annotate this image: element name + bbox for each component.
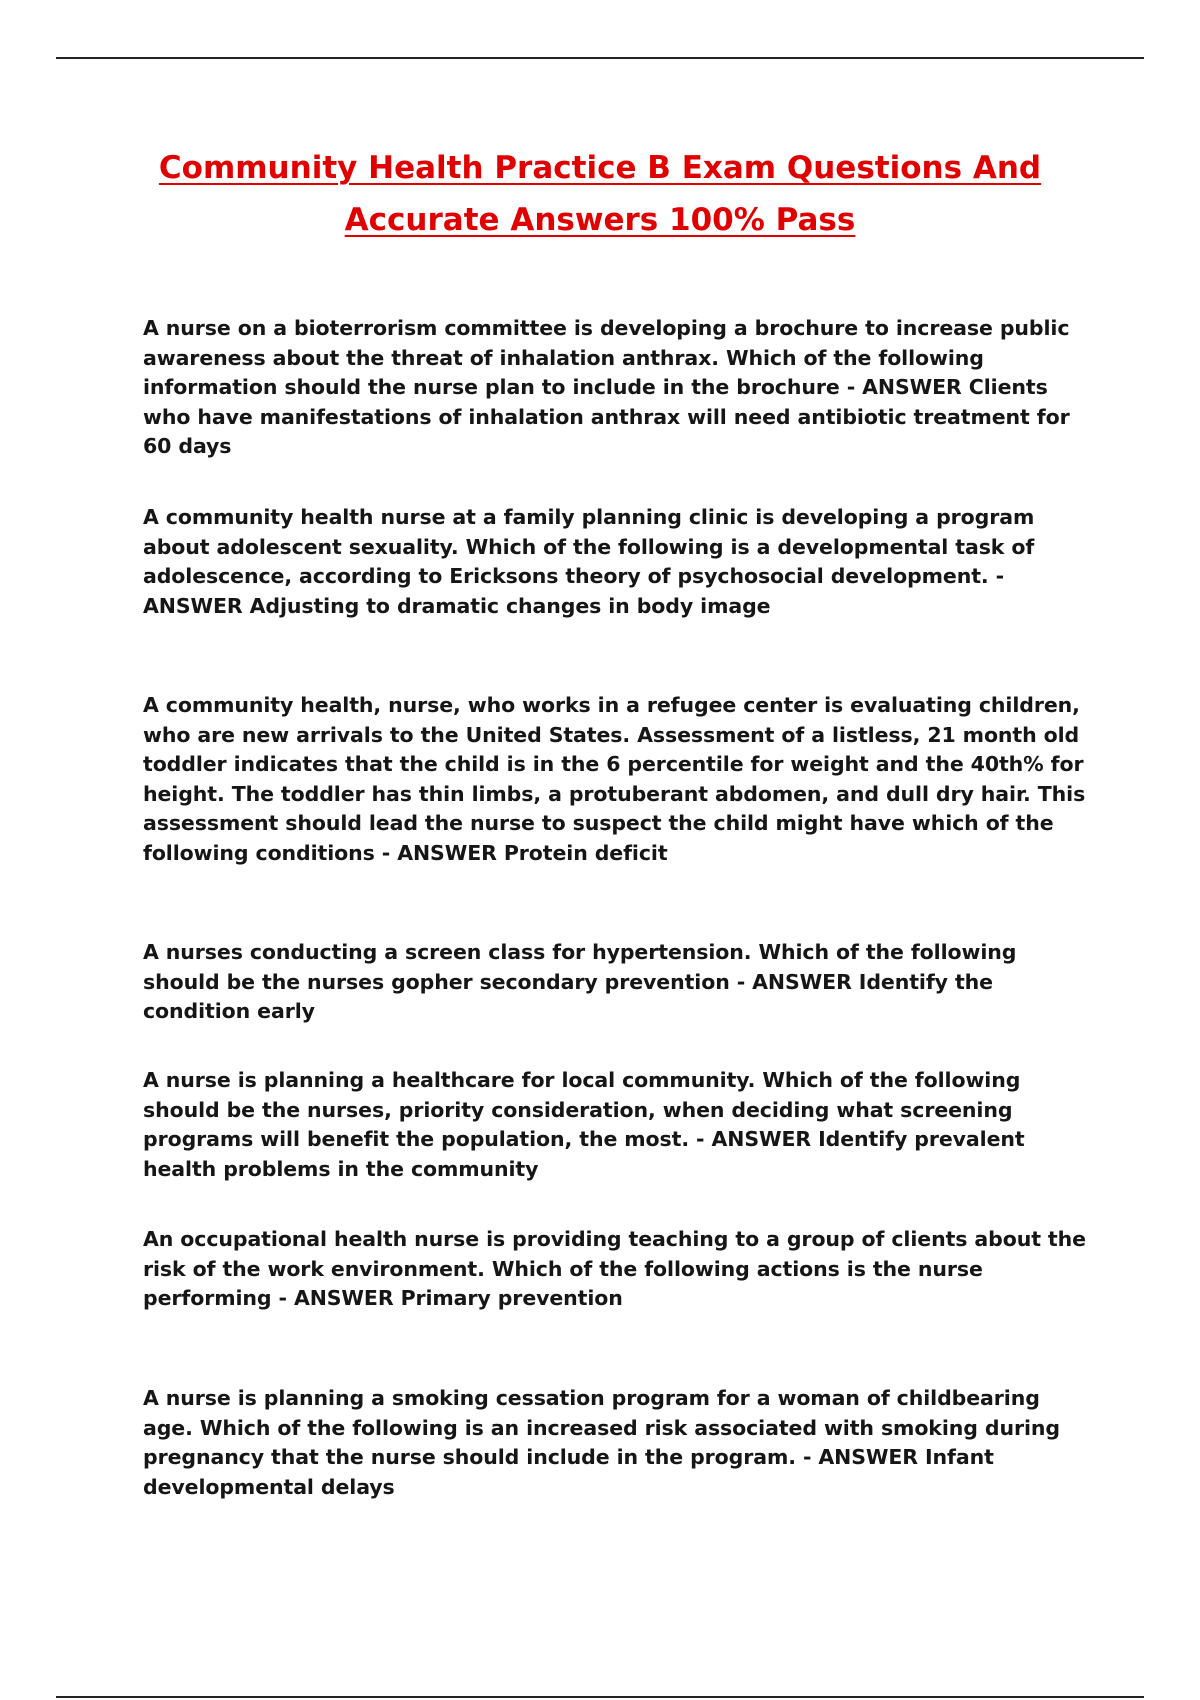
top-rule: [56, 57, 1144, 59]
qa-item-7: A nurse is planning a smoking cessation program for a woman of childbearing age. Which of the following is an increased risk associated with smoking during pregnancy that the nurse should include in the program. - ANSWER Infant developmental delays: [143, 1386, 1060, 1499]
qa-item-1: A nurse on a bioterrorism committee is developing a brochure to increase public awareness about the threat of inhalation anthrax. Which of the following information should the nurse plan to include in the brochure - ANSWER Clients who have manifestations of inhalation anthrax will need antibiotic treatment for 60 days: [143, 316, 1070, 458]
qa-item-2: A community health nurse at a family planning clinic is developing a program about adolescent sexuality. Which of the following is a developmental task of adolescence, according to Ericksons theory of psychosocial development. - ANSWER Adjusting to dramatic changes in body image: [143, 505, 1035, 618]
title-line-1: Community Health Practice B Exam Questions And: [158, 150, 1042, 186]
bottom-rule: [56, 1696, 1144, 1698]
qa-item-4: A nurses conducting a screen class for hypertension. Which of the following should be the nurses gopher secondary prevention - ANSWER Identify the condition early: [143, 940, 1017, 1023]
document-title: [100, 142, 1100, 246]
qa-item-5: A nurse is planning a healthcare for local community. Which of the following should be the nurses, priority consideration, when deciding what screening programs will benefit the population, the most. - ANSWER Identify prevalent health problems in the community: [143, 1068, 1025, 1181]
qa-item-3: A community health, nurse, who works in a refugee center is evaluating children, who are new arrivals to the United States. Assessment of a listless, 21 month old toddler indicates that the child is in the 6 percentile for weight and the 40th% for height. The toddler has thin limbs, a protuberant abdomen, and dull dry hair. This assessment should lead the nurse to suspect the child might have which of the following conditions - ANSWER Protein deficit: [143, 693, 1086, 865]
qa-item-6: An occupational health nurse is providing teaching to a group of clients about the risk of the work environment. Which of the following actions is the nurse performing - ANSWER Primary prevention: [143, 1227, 1086, 1310]
title-line-2: Accurate Answers 100% Pass: [344, 202, 856, 238]
